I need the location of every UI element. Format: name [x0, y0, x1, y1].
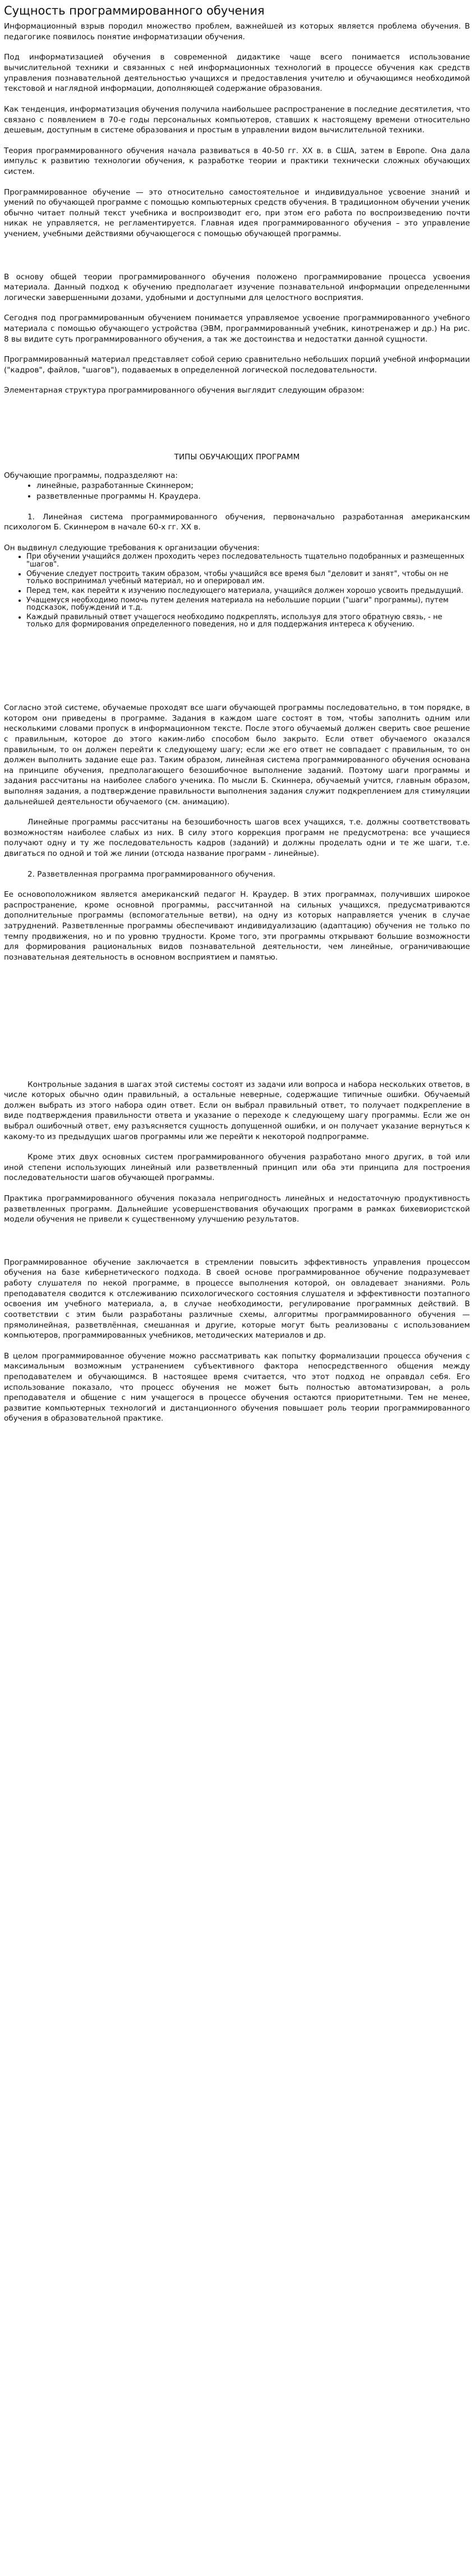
paragraph-control-tasks: Контрольные задания в шагах этой системы состоят из задачи или вопроса и набора нескольких ответов, в числе которых обычно один правильный, а остальные неверные, содержащие типичные ошибки. Обучаемый должен выбрать из этого набора один ответ. Если он выбрал правильный ответ, то получает подкрепление в виде подтверждения правильности ответа и указание о переходе к следующему шагу программы. Если же он выбрал ошибочный ответ, ему разъясняется сущность допущенной ошибки, и он получает указание вернуться к какому-то из предыдущих шагов программы или же перейти к некоторой подпрограмме. — [4, 1080, 470, 1141]
animation-gap — [4, 637, 470, 703]
paragraph-definition: Программированное обучение — это относительно самостоятельное и индивидуальное усвоение знаний и умений по обучающей программе с помощью компьютерных средств обучения. В традиционном обучении ученик обычно читает полный текст учебника и воспроизводит его, при этом его работа по воспроизведению почти никак не управляется, не регламентируется. Главная идея программированного обучения – это управление учением, учебными действиями обучающегося с помощью обучающей программы. — [4, 187, 470, 238]
paragraph-practice: Практика программированного обучения показала непригодность линейных и недостаточную продуктивность разветвленных программ. Дальнейшие усовершенствования обучающих программ в рамках бихевиористской модели обучения не привели к существенному улучшению результатов. — [4, 1194, 470, 1224]
structure-figure-gap — [4, 406, 470, 452]
list-item: • При обучении учащийся должен проходить через последовательность тщательно подобранных и размещенных "шагов". — [26, 553, 470, 568]
paragraph-linear-programs: Линейные программы рассчитаны на безошибочность шагов всех учащихся, т.е. должны соответствовать возможностям наиболее слабых из них. В силу этого коррекция программ не предусмотрена: все учащиеся получают одну и ту же последовательность кадров (заданий) и должны проделать одни и те же шаги, т.е. двигаться по одной и той же линии (отсюда название программ - линейные). — [4, 818, 470, 859]
paragraph-other-systems: Кроме этих двух основных систем программированного обучения разработано много других, в той или иной степени использующих линейный или разветвленный принцип или оба эти принципа для построения последовательности шагов обучающей программы. — [4, 1153, 470, 1183]
paragraph-material: Программированный материал представляет собой серию сравнительно небольших порций учебной информации ("кадров", файлов, "шагов"), подаваемых в определенной логической последовательности. — [4, 355, 470, 375]
list-item: • Обучение следует построить таким образом, чтобы учащийся все время был "деловит и занят", чтобы он не только воспринимал учебный материал, но и оперировал им. — [26, 570, 470, 586]
types-intro: Обучающие программы, подразделяют на: — [4, 471, 178, 480]
paragraph-conclusion: В целом программированное обучение можно рассматривать как попытку формализации процесса обучения с максимальным возможным устранением субъективного фактора непосредственного общения между преподавателем и обучающимся. В настоящее время считается, что этот подход не оправдал себя. Его использование показало, что процесс обучения не может быть полностью автоматизирован, а роль преподавателя и общение с ним учащегося в процессе обучения остаются приоритетными. Тем не менее, развитие компьютерных технологий и дистанционного обучения повышает роль теории программированного обучения в образовательной практике. — [4, 1351, 470, 1423]
branched-system-title: 2. Разветвленная программа программированного обучения. — [27, 869, 275, 879]
branched-figure-gap — [4, 973, 470, 1080]
list-item: • Перед тем, как перейти к изучению последующего материала, учащийся должен хорошо усвоить предыдущий. — [26, 587, 470, 595]
paragraph-trend: Как тенденция, информатизация обучения получила наибольшее распространение в последние десятилетия, что связано с появлением в 70-е годы персональных компьютеров, ставших к настоящему времени относительно дешевым, доступным в системе образования и простым в управлении видом вычислительной техники. — [4, 104, 470, 135]
paragraph-intro: Информационный взрыв породил множество проблем, важнейшей из которых является проблема обучения. В педагогике появилось понятие информатизации обучения. — [4, 22, 470, 42]
paragraph-theory: Теория программированного обучения начала развиваться в 40-50 гг. XX в. в США, затем в Европе. Она дала импульс к развитию технологии обучения, к разработке теории и практики технически сложных обучающих систем. — [4, 146, 470, 176]
paragraph-today: Сегодня под программированным обучением понимается управляемое усвоение программированного учебного материала с помощью обучающего устройства (ЭВМ, программированный учебник, кинотренажер и др.) На рис. 8 вы видите суть программированного обучения, а так же достоинства и недостатки данной сущности. — [4, 314, 470, 344]
page-title: Сущность программированного обучения — [4, 4, 265, 17]
requirements-list — [4, 553, 470, 629]
list-item: • линейные, разработанные Скиннером; — [36, 481, 470, 491]
paragraph-linear-description: Согласно этой системе, обучаемые проходят все шаги обучающей программы последовательно, в том порядке, в котором они приведены в программе. Задания в каждом шаге состоят в том, чтобы заполнить одним или несколькими словами пропуск в информационном тексте. После этого обучаемый должен сверить свое решение с правильным, которое до этого каким-либо способом было закрыто. Если ответ обучаемого оказался правильным, то он должен перейти к следующему шагу; если же его ответ не совпадает с правильным, то он должен выполнить задание еще раз. Таким образом, линейная система программированного обучения основана на принципе обучения, предполагающего безошибочное выполнение заданий. Поэтому шаги программы и задания рассчитаны на наиболее слабого ученика. По мысли Б. Скиннера, обучаемый учится, главным образом, выполняя задания, а подтверждение правильности выполнения задания служит подкреплением для стимуляции дальнейшей деятельности обучаемого (см. анимацию). — [4, 703, 470, 807]
paragraph-branched: Ее основоположником является американский педагог Н. Краудер. В этих программах, получивших широкое распространение, кроме основной программы, рассчитанной на сильных учащихся, предусматриваются дополнительные программы (вспомогательные ветви), на одну из которых направляется ученик в случае затруднений. Разветвленные программы обеспечивают индивидуализацию (адаптацию) обучения не только по темпу продвижения, но и по уровню трудности. Кроме того, эти программы открывают большие возможности для формирования рациональных видов познавательной деятельности, чем линейные, ограничивающие познавательная деятельность в основном восприятием и памятью. — [4, 890, 470, 962]
section-heading-types: ТИПЫ ОБУЧАЮЩИХ ПРОГРАММ — [174, 453, 300, 462]
figure-gap — [4, 250, 470, 272]
list-item: • Учащемуся необходимо помочь путем деления материала на небольшие порции ("шаги" программы), путем подсказок, побуждений и т.д. — [26, 597, 470, 612]
list-item: • Каждый правильный ответ учащегося необходимо подкреплять, используя для этого обратную связь, - не только для формирования определенного поведения, но и для поддержания интереса к обучению. — [26, 614, 470, 629]
paragraph-informatization: Под информатизацией обучения в современной дидактике чаще всего понимается использование вычислительной техники и связанных с ней информационных технологий в процессе обучения как средств управления познавательной деятельностью учащихся и предоставления учителю и обучающимся необходимой текстовой и наглядной информации, дополняющей содержание образования. — [4, 53, 470, 94]
linear-system-title: 1. Линейная система программированного обучения, первоначально разработанная американским психологом Б. Скиннером в начале 60-х гг. XX в. — [4, 512, 470, 532]
paragraph-cybernetic: Программированное обучение заключается в стремлении повысить эффективность управления процессом обучения на базе кибернетического подхода. В своей основе программированное обучение подразумевает работу слушателя по некой программе, в процессе выполнения которой, он овладевает знаниями. Роль преподавателя сводится к отслеживанию психологического состояния слушателя и эффективности поэтапного освоения им учебного материала, а, в случае необходимости, регулирование программных действий. В соответствии с этим были разработаны различные схемы, алгоритмы программированного обучения — прямолинейная, разветвлённая, смешанная и другие, которые могут быть реализованы с использованием компьютеров, программированных учебников, методических материалов и др. — [4, 1257, 470, 1340]
conclusion-gap — [4, 1235, 470, 1257]
types-list — [4, 481, 470, 501]
requirements-intro: Он выдвинул следующие требования к организации обучения: — [4, 543, 260, 552]
paragraph-structure: Элементарная структура программированного обучения выглядит следующим образом: — [4, 386, 365, 395]
list-item: • разветвленные программы Н. Краудера. — [36, 491, 470, 502]
paragraph-basis: В основу общей теории программированного обучения положено программирование процесса усвоения материала. Данный подход к обучению предполагает изучение познавательной информации определенными логически завершенными дозами, удобными и доступными для целостного восприятия. — [4, 272, 470, 302]
